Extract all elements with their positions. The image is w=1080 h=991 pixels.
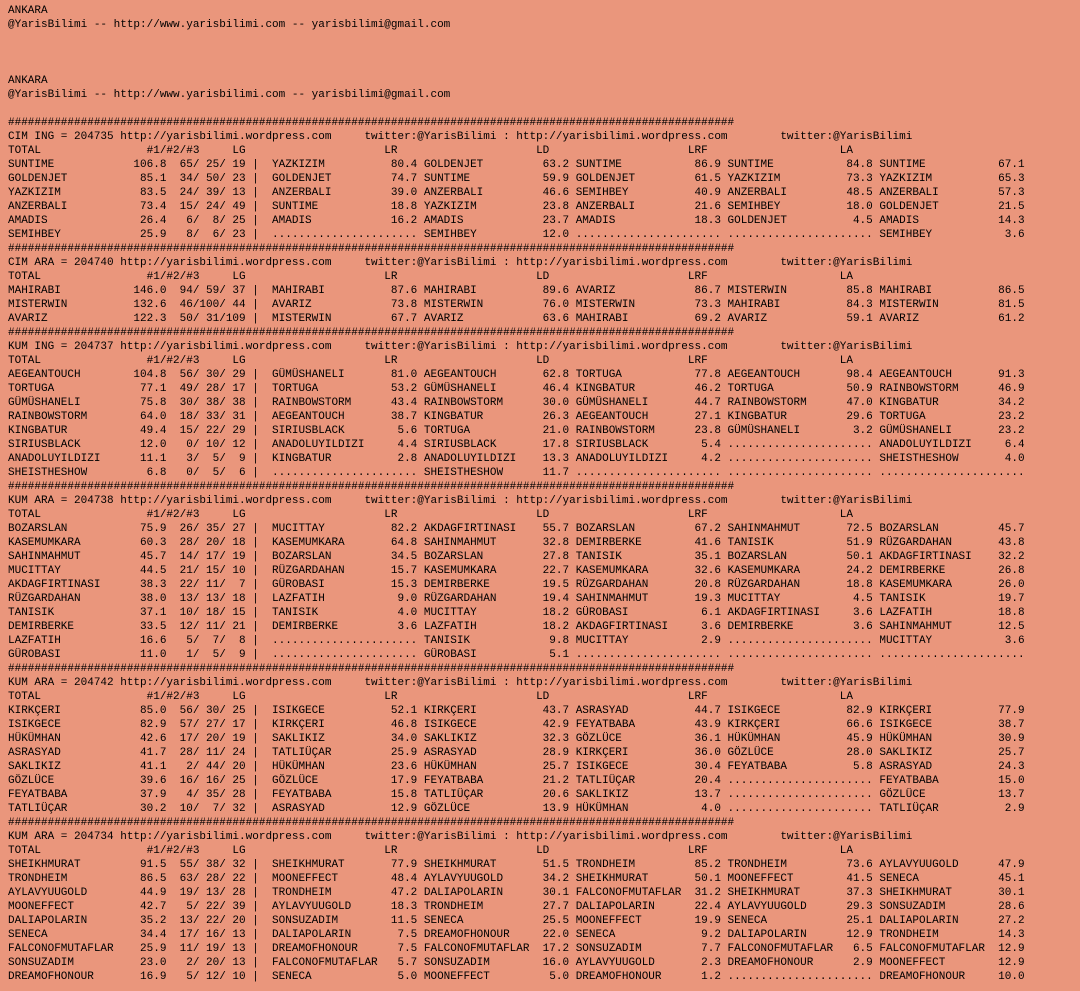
text-line: ASRASYAD 41.7 28/ 11/ 24 | TATLIÜÇAR 25.9 ASRASYAD 28.9 KIRKÇERI 36.0 GÖZLÜCE 28.0 SAKLIKIZ 25.7	[8, 747, 1025, 759]
text-line: KUM ARA = 204738 http://yarisbilimi.wordpress.com twitter:@YarisBilimi : http://yarisbilimi.wordpress.com twitter:@YarisBilimi	[8, 495, 913, 507]
text-line: KUM ING = 204737 http://yarisbilimi.wordpress.com twitter:@YarisBilimi : http://yarisbilimi.wordpress.com twitter:@YarisBilimi	[8, 341, 913, 353]
text-line	[8, 32, 1080, 46]
text-line: ##############################################################################################################	[8, 327, 735, 339]
text-line: KIRKÇERI 85.0 56/ 30/ 25 | ISIKGECE 52.1 KIRKÇERI 43.7 ASRASYAD 44.7 ISIKGECE 82.9 KIRKÇERI 77.9	[8, 705, 1025, 717]
text-line: TANISIK 37.1 10/ 18/ 15 | TANISIK 4.0 MUCITTAY 18.2 GÜROBASI 6.1 AKDAGFIRTINASI 3.6 LAZFATIH 18.8	[8, 607, 1025, 619]
text-line: GÜROBASI 11.0 1/ 5/ 9 | ...................... GÜROBASI 5.1 ...................... ...................... ......................	[8, 649, 1025, 661]
text-line: GÖZLÜCE 39.6 16/ 16/ 25 | GÖZLÜCE 17.9 FEYATBABA 21.2 TATLIÜÇAR 20.4 ...................... FEYATBABA 15.0	[8, 775, 1025, 787]
text-line: SHEIKHMURAT 91.5 55/ 38/ 32 | SHEIKHMURAT 77.9 SHEIKHMURAT 51.5 TRONDHEIM 85.2 TRONDHEIM 73.6 AYLAVYUUGOLD 47.9	[8, 859, 1025, 871]
text-line: TOTAL #1/#2/#3 LG LR LD LRF LA	[8, 271, 853, 283]
text-line: ##############################################################################################################	[8, 243, 735, 255]
text-line: TOTAL #1/#2/#3 LG LR LD LRF LA	[8, 509, 853, 521]
text-line: HÜKÜMHAN 42.6 17/ 20/ 19 | SAKLIKIZ 34.0 SAKLIKIZ 32.3 GÖZLÜCE 36.1 HÜKÜMHAN 45.9 HÜKÜMHAN 30.9	[8, 733, 1025, 745]
text-line: RÜZGARDAHAN 38.0 13/ 13/ 18 | LAZFATIH 9.0 RÜZGARDAHAN 19.4 SAHINMAHMUT 19.3 MUCITTAY 4.5 TANISIK 19.7	[8, 593, 1025, 605]
text-line: CIM ING = 204735 http://yarisbilimi.wordpress.com twitter:@YarisBilimi : http://yarisbilimi.wordpress.com twitter:@YarisBilimi	[8, 131, 913, 143]
text-line: AVARIZ 122.3 50/ 31/109 | MISTERWIN 67.7 AVARIZ 63.6 MAHIRABI 69.2 AVARIZ 59.1 AVARIZ 61.2	[8, 313, 1025, 325]
text-line: TOTAL #1/#2/#3 LG LR LD LRF LA	[8, 355, 853, 367]
text-line: BOZARSLAN 75.9 26/ 35/ 27 | MUCITTAY 82.2 AKDAGFIRTINASI 55.7 BOZARSLAN 67.2 SAHINMAHMUT 72.5 BOZARSLAN 45.7	[8, 523, 1025, 535]
text-line: SEMIHBEY 25.9 8/ 6/ 23 | ...................... SEMIHBEY 12.0 ...................... ...................... SEMIHBEY 3.6	[8, 229, 1025, 241]
text-line: KUM ARA = 204742 http://yarisbilimi.wordpress.com twitter:@YarisBilimi : http://yarisbilimi.wordpress.com twitter:@YarisBilimi	[8, 677, 913, 689]
text-line: KINGBATUR 49.4 15/ 22/ 29 | SIRIUSBLACK 5.6 TORTUGA 21.0 RAINBOWSTORM 23.8 GÜMÜSHANELI 3.2 GÜMÜSHANELI 23.2	[8, 425, 1025, 437]
text-line: DREAMOFHONOUR 16.9 5/ 12/ 10 | SENECA 5.0 MOONEFFECT 5.0 DREAMOFHONOUR 1.2 ...................... DREAMOFHONOUR 10.0	[8, 971, 1025, 983]
text-line: KASEMUMKARA 60.3 28/ 20/ 18 | KASEMUMKARA 64.8 SAHINMAHMUT 32.8 DEMIRBERKE 41.6 TANISIK 51.9 RÜZGARDAHAN 43.8	[8, 537, 1025, 549]
text-line: KUM ARA = 204734 http://yarisbilimi.wordpress.com twitter:@YarisBilimi : http://yarisbilimi.wordpress.com twitter:@YarisBilimi	[8, 831, 913, 843]
text-line: TOTAL #1/#2/#3 LG LR LD LRF LA	[8, 845, 853, 857]
text-line: LAZFATIH 16.6 5/ 7/ 8 | ...................... TANISIK 9.8 MUCITTAY 2.9 ...................... MUCITTAY 3.6	[8, 635, 1025, 647]
text-line: AYLAVYUUGOLD 44.9 19/ 13/ 28 | TRONDHEIM 47.2 DALIAPOLARIN 30.1 FALCONOFMUTAFLAR 31.2 SHEIKHMURAT 37.3 SHEIKHMURAT 30.1	[8, 887, 1025, 899]
text-line: SAKLIKIZ 41.1 2/ 44/ 20 | HÜKÜMHAN 23.6 HÜKÜMHAN 25.7 ISIKGECE 30.4 FEYATBABA 5.8 ASRASYAD 24.3	[8, 761, 1025, 773]
text-line: CIM ARA = 204740 http://yarisbilimi.wordpress.com twitter:@YarisBilimi : http://yarisbilimi.wordpress.com twitter:@YarisBilimi	[8, 257, 913, 269]
text-line: AKDAGFIRTINASI 38.3 22/ 11/ 7 | GÜROBASI 15.3 DEMIRBERKE 19.5 RÜZGARDAHAN 20.8 RÜZGARDAHAN 18.8 KASEMUMKARA 26.0	[8, 579, 1025, 591]
text-line: ANZERBALI 73.4 15/ 24/ 49 | SUNTIME 18.8 YAZKIZIM 23.8 ANZERBALI 21.6 SEMIHBEY 18.0 GOLDENJET 21.5	[8, 201, 1025, 213]
text-line: SAHINMAHMUT 45.7 14/ 17/ 19 | BOZARSLAN 34.5 BOZARSLAN 27.8 TANISIK 35.1 BOZARSLAN 50.1 AKDAGFIRTINASI 32.2	[8, 551, 1025, 563]
text-line: ##############################################################################################################	[8, 663, 735, 675]
text-line: ANKARA	[8, 75, 48, 87]
text-line: AEGEANTOUCH 104.8 56/ 30/ 29 | GÜMÜSHANELI 81.0 AEGEANTOUCH 62.8 TORTUGA 77.8 AEGEANTOUCH 98.4 AEGEANTOUCH 91.3	[8, 369, 1025, 381]
text-line: TORTUGA 77.1 49/ 28/ 17 | TORTUGA 53.2 GÜMÜSHANELI 46.4 KINGBATUR 46.2 TORTUGA 50.9 RAINBOWSTORM 46.9	[8, 383, 1025, 395]
text-line: YAZKIZIM 83.5 24/ 39/ 13 | ANZERBALI 39.0 ANZERBALI 46.6 SEMIHBEY 40.9 ANZERBALI 48.5 ANZERBALI 57.3	[8, 187, 1025, 199]
text-line: FEYATBABA 37.9 4/ 35/ 28 | FEYATBABA 15.8 TATLIÜÇAR 20.6 SAKLIKIZ 13.7 ...................... GÖZLÜCE 13.7	[8, 789, 1025, 801]
text-line	[8, 46, 1080, 60]
text-line: MOONEFFECT 42.7 5/ 22/ 39 | AYLAVYUUGOLD 18.3 TRONDHEIM 27.7 DALIAPOLARIN 22.4 AYLAVYUUGOLD 29.3 SONSUZADIM 28.6	[8, 901, 1025, 913]
text-line: MUCITTAY 44.5 21/ 15/ 10 | RÜZGARDAHAN 15.7 KASEMUMKARA 22.7 KASEMUMKARA 32.6 KASEMUMKARA 24.2 DEMIRBERKE 26.8	[8, 565, 1025, 577]
text-line: ISIKGECE 82.9 57/ 27/ 17 | KIRKÇERI 46.8 ISIKGECE 42.9 FEYATBABA 43.9 KIRKÇERI 66.6 ISIKGECE 38.7	[8, 719, 1025, 731]
text-line: ##############################################################################################################	[8, 481, 735, 493]
text-line: DALIAPOLARIN 35.2 13/ 22/ 20 | SONSUZADIM 11.5 SENECA 25.5 MOONEFFECT 19.9 SENECA 25.1 DALIAPOLARIN 27.2	[8, 915, 1025, 927]
text-line: TATLIÜÇAR 30.2 10/ 7/ 32 | ASRASYAD 12.9 GÖZLÜCE 13.9 HÜKÜMHAN 4.0 ...................... TATLIÜÇAR 2.9	[8, 803, 1025, 815]
text-line	[8, 60, 1080, 74]
text-line: GÜMÜSHANELI 75.8 30/ 38/ 38 | RAINBOWSTORM 43.4 RAINBOWSTORM 30.0 GÜMÜSHANELI 44.7 RAINBOWSTORM 47.0 KINGBATUR 34.2	[8, 397, 1025, 409]
text-line: ANADOLUYILDIZI 11.1 3/ 5/ 9 | KINGBATUR 2.8 ANADOLUYILDIZI 13.3 ANADOLUYILDIZI 4.2 ...................... SHEISTHESHOW 4.0	[8, 453, 1025, 465]
text-line: ANKARA	[8, 5, 48, 17]
text-line: FALCONOFMUTAFLAR 25.9 11/ 19/ 13 | DREAMOFHONOUR 7.5 FALCONOFMUTAFLAR 17.2 SONSUZADIM 7.7 FALCONOFMUTAFLAR 6.5 FALCONOFMUTAFLAR 12.9	[8, 943, 1025, 955]
text-line: SONSUZADIM 23.0 2/ 20/ 13 | FALCONOFMUTAFLAR 5.7 SONSUZADIM 16.0 AYLAVYUUGOLD 2.3 DREAMOFHONOUR 2.9 MOONEFFECT 12.9	[8, 957, 1025, 969]
text-line: AMADIS 26.4 6/ 8/ 25 | AMADIS 16.2 AMADIS 23.7 AMADIS 18.3 GOLDENJET 4.5 AMADIS 14.3	[8, 215, 1025, 227]
text-line: RAINBOWSTORM 64.0 18/ 33/ 31 | AEGEANTOUCH 38.7 KINGBATUR 26.3 AEGEANTOUCH 27.1 KINGBATUR 29.6 TORTUGA 23.2	[8, 411, 1025, 423]
text-line: DEMIRBERKE 33.5 12/ 11/ 21 | DEMIRBERKE 3.6 LAZFATIH 18.2 AKDAGFIRTINASI 3.6 DEMIRBERKE 3.6 SAHINMAHMUT 12.5	[8, 621, 1025, 633]
text-line: MAHIRABI 146.0 94/ 59/ 37 | MAHIRABI 87.6 MAHIRABI 89.6 AVARIZ 86.7 MISTERWIN 85.8 MAHIRABI 86.5	[8, 285, 1025, 297]
text-line: MISTERWIN 132.6 46/100/ 44 | AVARIZ 73.8 MISTERWIN 76.0 MISTERWIN 73.3 MAHIRABI 84.3 MISTERWIN 81.5	[8, 299, 1025, 311]
text-line: TOTAL #1/#2/#3 LG LR LD LRF LA	[8, 691, 853, 703]
text-line: TOTAL #1/#2/#3 LG LR LD LRF LA	[8, 145, 853, 157]
text-line: ##############################################################################################################	[8, 817, 735, 829]
text-line: TRONDHEIM 86.5 63/ 28/ 22 | MOONEFFECT 48.4 AYLAVYUUGOLD 34.2 SHEIKHMURAT 50.1 MOONEFFECT 41.5 SENECA 45.1	[8, 873, 1025, 885]
text-line: SENECA 34.4 17/ 16/ 13 | DALIAPOLARIN 7.5 DREAMOFHONOUR 22.0 SENECA 9.2 DALIAPOLARIN 12.9 TRONDHEIM 14.3	[8, 929, 1025, 941]
text-line: SHEISTHESHOW 6.8 0/ 5/ 6 | ...................... SHEISTHESHOW 11.7 ...................... ...................... ......................	[8, 467, 1025, 479]
text-line: ##############################################################################################################	[8, 117, 735, 129]
text-line: @YarisBilimi -- http://www.yarisbilimi.com -- yarisbilimi@gmail.com	[8, 89, 451, 101]
text-line: SUNTIME 106.8 65/ 25/ 19 | YAZKIZIM 80.4 GOLDENJET 63.2 SUNTIME 86.9 SUNTIME 84.8 SUNTIME 67.1	[8, 159, 1025, 171]
text-line: GOLDENJET 85.1 34/ 50/ 23 | GOLDENJET 74.7 SUNTIME 59.9 GOLDENJET 61.5 YAZKIZIM 73.3 YAZKIZIM 65.3	[8, 173, 1025, 185]
text-line: @YarisBilimi -- http://www.yarisbilimi.com -- yarisbilimi@gmail.com	[8, 19, 451, 31]
text-line	[8, 102, 1080, 116]
text-line: SIRIUSBLACK 12.0 0/ 10/ 12 | ANADOLUYILDIZI 4.4 SIRIUSBLACK 17.8 SIRIUSBLACK 5.4 ...................... ANADOLUYILDIZI 6.4	[8, 439, 1025, 451]
